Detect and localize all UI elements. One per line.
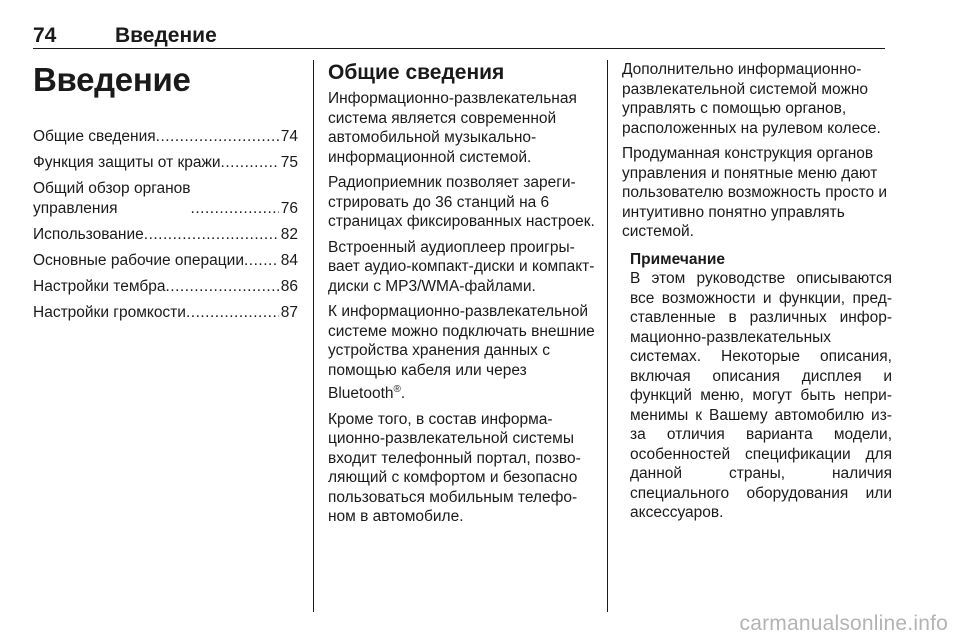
toc-item-title: Общий обзор органов управления bbox=[33, 180, 191, 217]
paragraph: Кроме того, в состав информационно-развлекательной системы входит телефонный портал, позволяющий с комфортом и безопасно пользоваться мобильным телефоном в автомобиле. bbox=[328, 410, 581, 526]
paragraph-bluetooth bbox=[328, 302, 596, 404]
toc-item-page: 82 bbox=[280, 226, 298, 243]
toc-item-page: 87 bbox=[280, 304, 298, 321]
column-controls-info bbox=[622, 60, 892, 523]
toc-item[interactable] bbox=[33, 277, 298, 297]
paragraph-end: . bbox=[400, 385, 406, 403]
column-toc bbox=[33, 60, 298, 329]
column-divider-1 bbox=[313, 60, 314, 612]
note-box bbox=[630, 250, 892, 523]
toc-item[interactable] bbox=[33, 179, 298, 219]
toc-item-page: 84 bbox=[280, 252, 298, 269]
running-title: Введение bbox=[115, 24, 217, 47]
column-general-info bbox=[328, 60, 596, 533]
registered-mark: ® bbox=[393, 384, 401, 395]
watermark: carmanualsonline.info bbox=[739, 612, 948, 635]
paragraph-text: К информационно-развлекательной системе можно подключать внешние устройства хранения данных с помощью кабеля или через Bluetooth bbox=[328, 303, 595, 403]
note-text: В этом руководстве описываются все возможности и функции, представленные в различных информационно-развлекательных системах. Некоторые описания, включая описания дисплея и функций меню, могут быть неприменимы к Вашему автомобилю из-за отличия варианта модели, особенностей спецификации для данной страны, наличия специального оборудования или аксессуаров. bbox=[630, 270, 892, 521]
toc-item[interactable] bbox=[33, 251, 298, 271]
toc-item-page: 86 bbox=[280, 278, 298, 295]
toc-item-title: Основные рабочие операции bbox=[33, 252, 244, 269]
toc-item-title: Настройки тембра bbox=[33, 278, 166, 295]
page-header bbox=[33, 24, 885, 49]
note-title: Примечание bbox=[630, 250, 725, 268]
column-divider-2 bbox=[607, 60, 608, 612]
toc-item[interactable] bbox=[33, 225, 298, 245]
toc-item[interactable] bbox=[33, 303, 298, 323]
paragraph: Дополнительно информационно-развлекательной системой можно управлять с помощью органов, расположенных на рулевом колесе. bbox=[622, 61, 881, 137]
section-title: Общие сведения bbox=[328, 61, 505, 84]
toc-item-title: Функция защиты от кражи bbox=[33, 154, 221, 171]
toc-item-page: 74 bbox=[280, 128, 298, 145]
toc-item[interactable] bbox=[33, 127, 298, 147]
paragraph: Продуманная конструкция органов управления и понятные меню дают пользователю возможность просто и интуитивно понятно управлять системой. bbox=[622, 145, 888, 240]
toc-item[interactable] bbox=[33, 153, 298, 173]
toc-item-title: Общие сведения bbox=[33, 128, 156, 145]
paragraph: Информационно-развлекательная система является современной автомобильной музыкально-информационной системой. bbox=[328, 90, 577, 166]
toc-item-page: 75 bbox=[280, 154, 298, 171]
page-number: 74 bbox=[33, 24, 57, 47]
toc-item-title: Настройки громкости bbox=[33, 304, 186, 321]
paragraph: Встроенный аудиоплеер проигрывает аудио-компакт-диски и компакт-диски с MP3/WMA-файлами. bbox=[328, 238, 595, 295]
toc-item-page: 76 bbox=[280, 200, 298, 217]
paragraph: Радиоприемник позволяет зарегистрировать до 36 станций на 6 страницах фиксированных настроек. bbox=[328, 174, 595, 230]
table-of-contents bbox=[33, 127, 298, 323]
chapter-title: Введение bbox=[33, 61, 191, 98]
toc-item-title: Использование bbox=[33, 226, 144, 243]
